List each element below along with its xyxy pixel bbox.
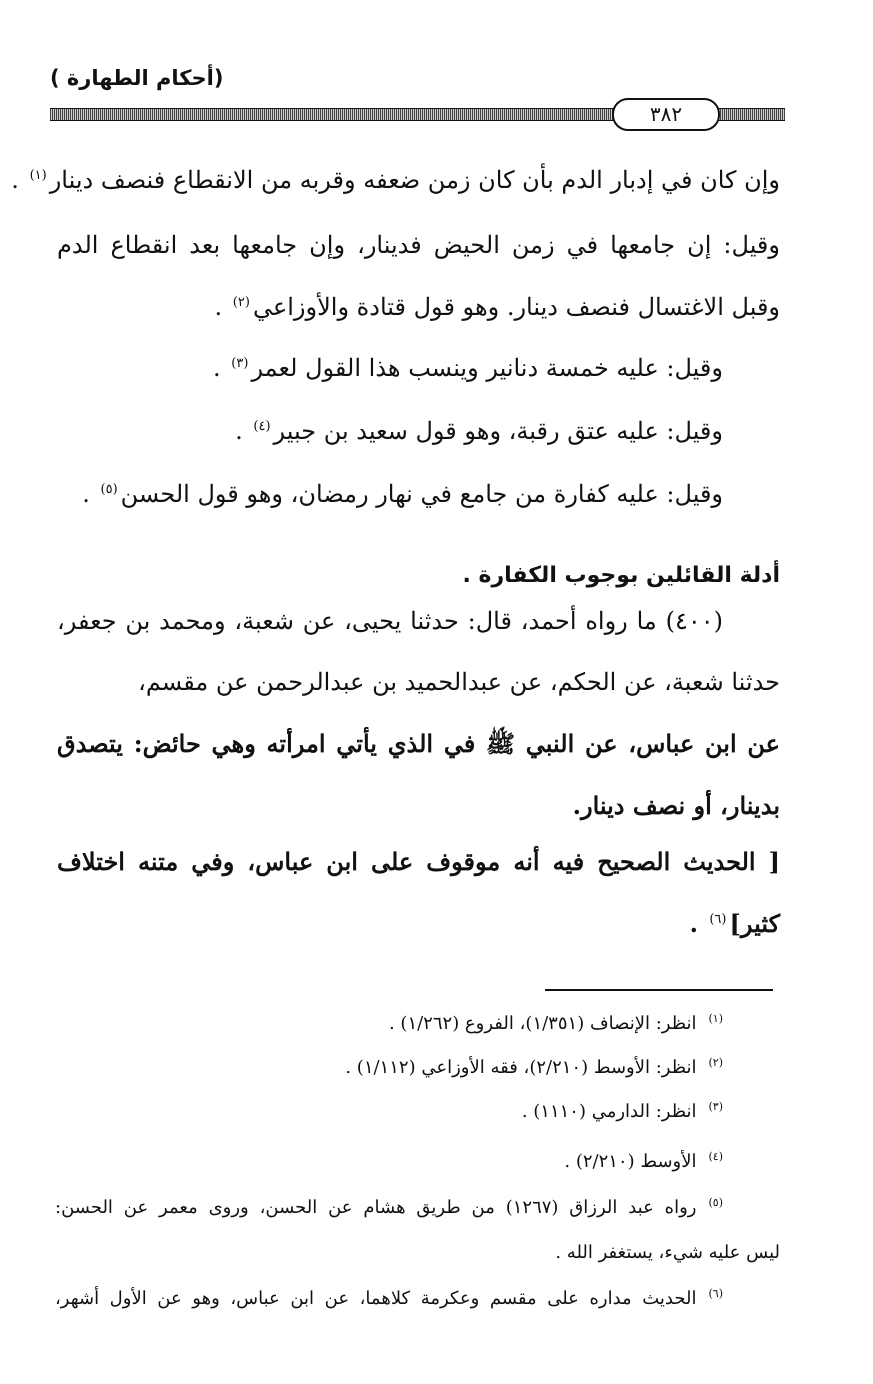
body-line: وإن كان في إدبار الدم بأن كان زمن ضعفه وقربه من الانقطاع فنصف دينار$^{(١)}$ . [11, 166, 780, 194]
footnote: $^{(٥)}$رواه عبد الرزاق (١٢٦٧) من طريق هشام عن الحسن، وروى معمر عن الحسن: [55, 1196, 724, 1218]
footnote: $^{(٢)}$انظر: الأوسط (٢/٢١٠)، فقه الأوزاعي (١/١١٢) . [345, 1056, 723, 1078]
footnote: $^{(٦)}$الحديث مداره على مقسم وعكرمة كلاهما، عن ابن عباس، وهو عن الأول أشهر، [55, 1287, 723, 1309]
section-heading: أدلة القائلين بوجوب الكفارة . [462, 563, 780, 588]
body-line: وقيل: عليه كفارة من جامع في نهار رمضان، وهو قول الحسن$^{(٥)}$ . [82, 480, 723, 508]
isnad-line: (٤٠٠) ما رواه أحمد، قال: حدثنا يحيى، عن شعبة، ومحمد بن جعفر، [57, 607, 723, 635]
footnote-ref: (٢) [232, 295, 250, 310]
body-line: وقيل: إن جامعها في زمن الحيض فدينار، وإن جامعها بعد انقطاع الدم [57, 231, 780, 259]
footnote-ref: (٤) [253, 419, 271, 434]
footnote-ref: (١) [29, 168, 47, 183]
footnote-ref: (٣) [231, 356, 249, 371]
footnote: $^{(١)}$انظر: الإنصاف (١/٣٥١)، الفروع (١/٢٦٢) . [388, 1012, 723, 1034]
body-line: وقبل الاغتسال فنصف دينار. وهو قول قتادة والأوزاعي$^{(٢)}$ . [214, 293, 780, 321]
body-line: وقيل: عليه خمسة دنانير وينسب هذا القول لعمر$^{(٣)}$ . [213, 354, 723, 382]
ruling-line: [ الحديث الصحيح فيه أنه موقوف على ابن عباس، وفي متنه اختلاف [57, 847, 780, 876]
footnote: $^{(٤)}$الأوسط (٢/٢١٠) . [564, 1150, 723, 1172]
footnote: $^{(٣)}$انظر: الدارمي (١١١٠) . [521, 1100, 723, 1122]
page-number: ٣٨٢ [612, 98, 720, 131]
matn-line: بدينار، أو نصف دينار. [572, 791, 780, 820]
ruling-line: كثير]$^{(٦)}$ . [689, 909, 780, 938]
footnote-ref: (٥) [100, 482, 118, 497]
footnote-continuation: ليس عليه شيء، يستغفر الله . [555, 1242, 780, 1263]
matn-line: عن ابن عباس، عن النبي ﷺ في الذي يأتي امرأته وهي حائض: يتصدق [57, 729, 780, 758]
running-title: (أحكام الطهارة ) [50, 66, 224, 90]
footnote-ref: (٦) [709, 912, 727, 927]
body-line: وقيل: عليه عتق رقبة، وهو قول سعيد بن جبير$^{(٤)}$ . [235, 417, 723, 445]
isnad-line: حدثنا شعبة، عن الحكم، عن عبدالحميد بن عبدالرحمن عن مقسم، [138, 668, 780, 696]
footnote-separator [545, 989, 773, 991]
